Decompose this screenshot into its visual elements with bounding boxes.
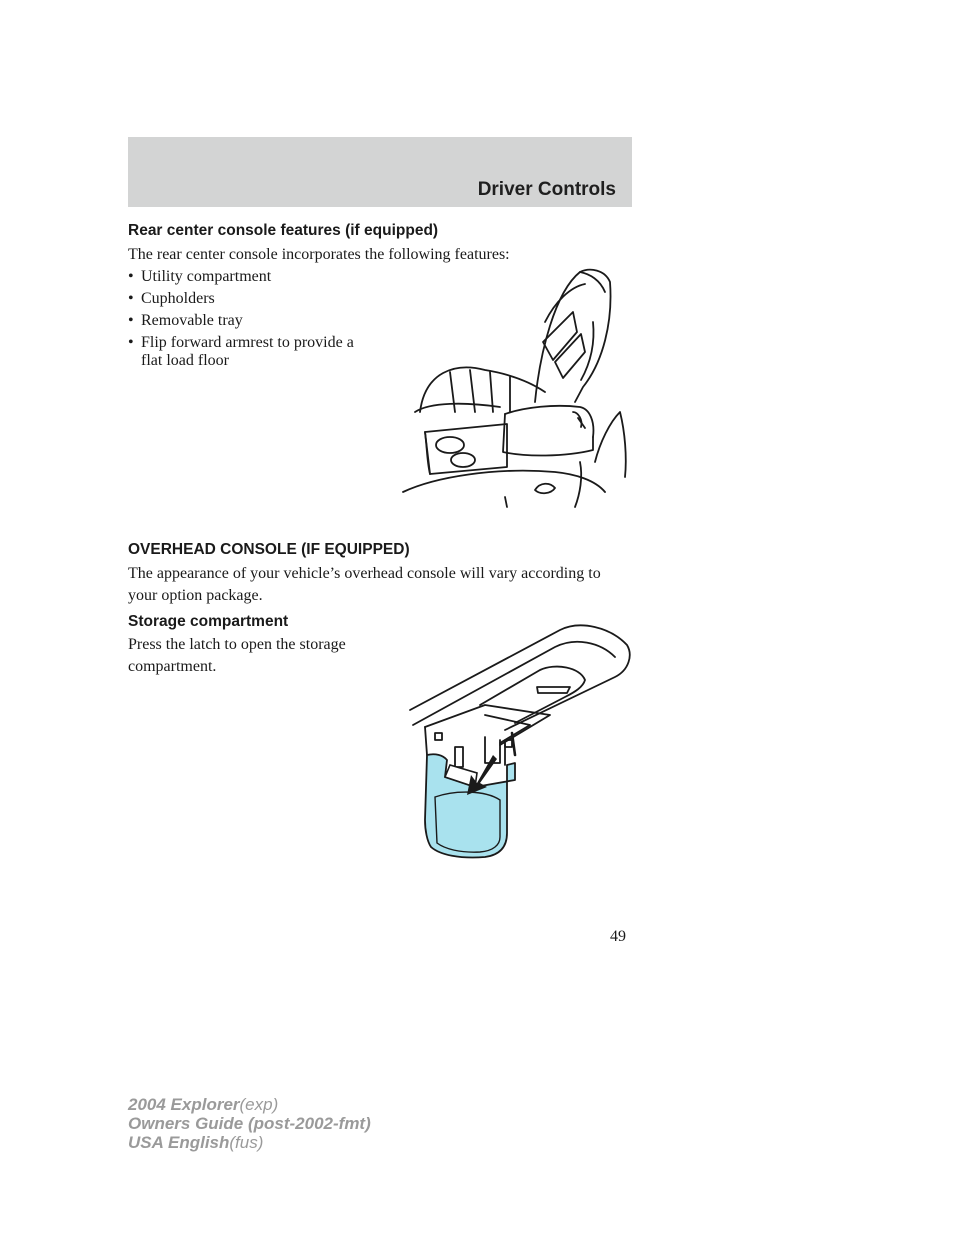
rear-console-illustration: [395, 262, 635, 512]
overhead-console-heading: OVERHEAD CONSOLE (IF EQUIPPED): [128, 541, 410, 558]
rear-console-intro: The rear center console incorporates the following features:: [128, 246, 510, 263]
rear-console-heading: Rear center console features (if equipped): [128, 222, 439, 239]
storage-heading: Storage compartment: [128, 613, 289, 630]
list-item-continuation: flat load floor: [141, 352, 229, 369]
document-footer: [128, 1095, 371, 1152]
list-item: • Removable tray: [128, 312, 243, 329]
page-number: 49: [610, 928, 626, 945]
footer-line-2: Owners Guide (post-2002-fmt): [128, 1114, 371, 1133]
list-item: • Cupholders: [128, 290, 215, 307]
section-header-band: [128, 137, 632, 207]
bullet-icon: •: [128, 312, 134, 329]
overhead-console-illustration: [405, 615, 635, 865]
footer-line-1: 2004 Explorer(exp): [128, 1095, 279, 1114]
footer-line-3: USA English(fus): [128, 1133, 264, 1152]
bullet-icon: •: [128, 290, 134, 307]
bullet-icon: •: [128, 268, 134, 285]
overhead-console-intro: The appearance of your vehicle’s overhead console will vary according to your option package.: [128, 565, 601, 604]
storage-instructions: Press the latch to open the storage compartment.: [128, 636, 346, 675]
list-item: • Utility compartment: [128, 268, 272, 285]
rear-console-feature-list: [128, 268, 398, 374]
list-item: • Flip forward armrest to provide a flat load floor: [128, 334, 354, 369]
bullet-icon: •: [128, 334, 134, 351]
section-title: Driver Controls: [477, 179, 616, 200]
